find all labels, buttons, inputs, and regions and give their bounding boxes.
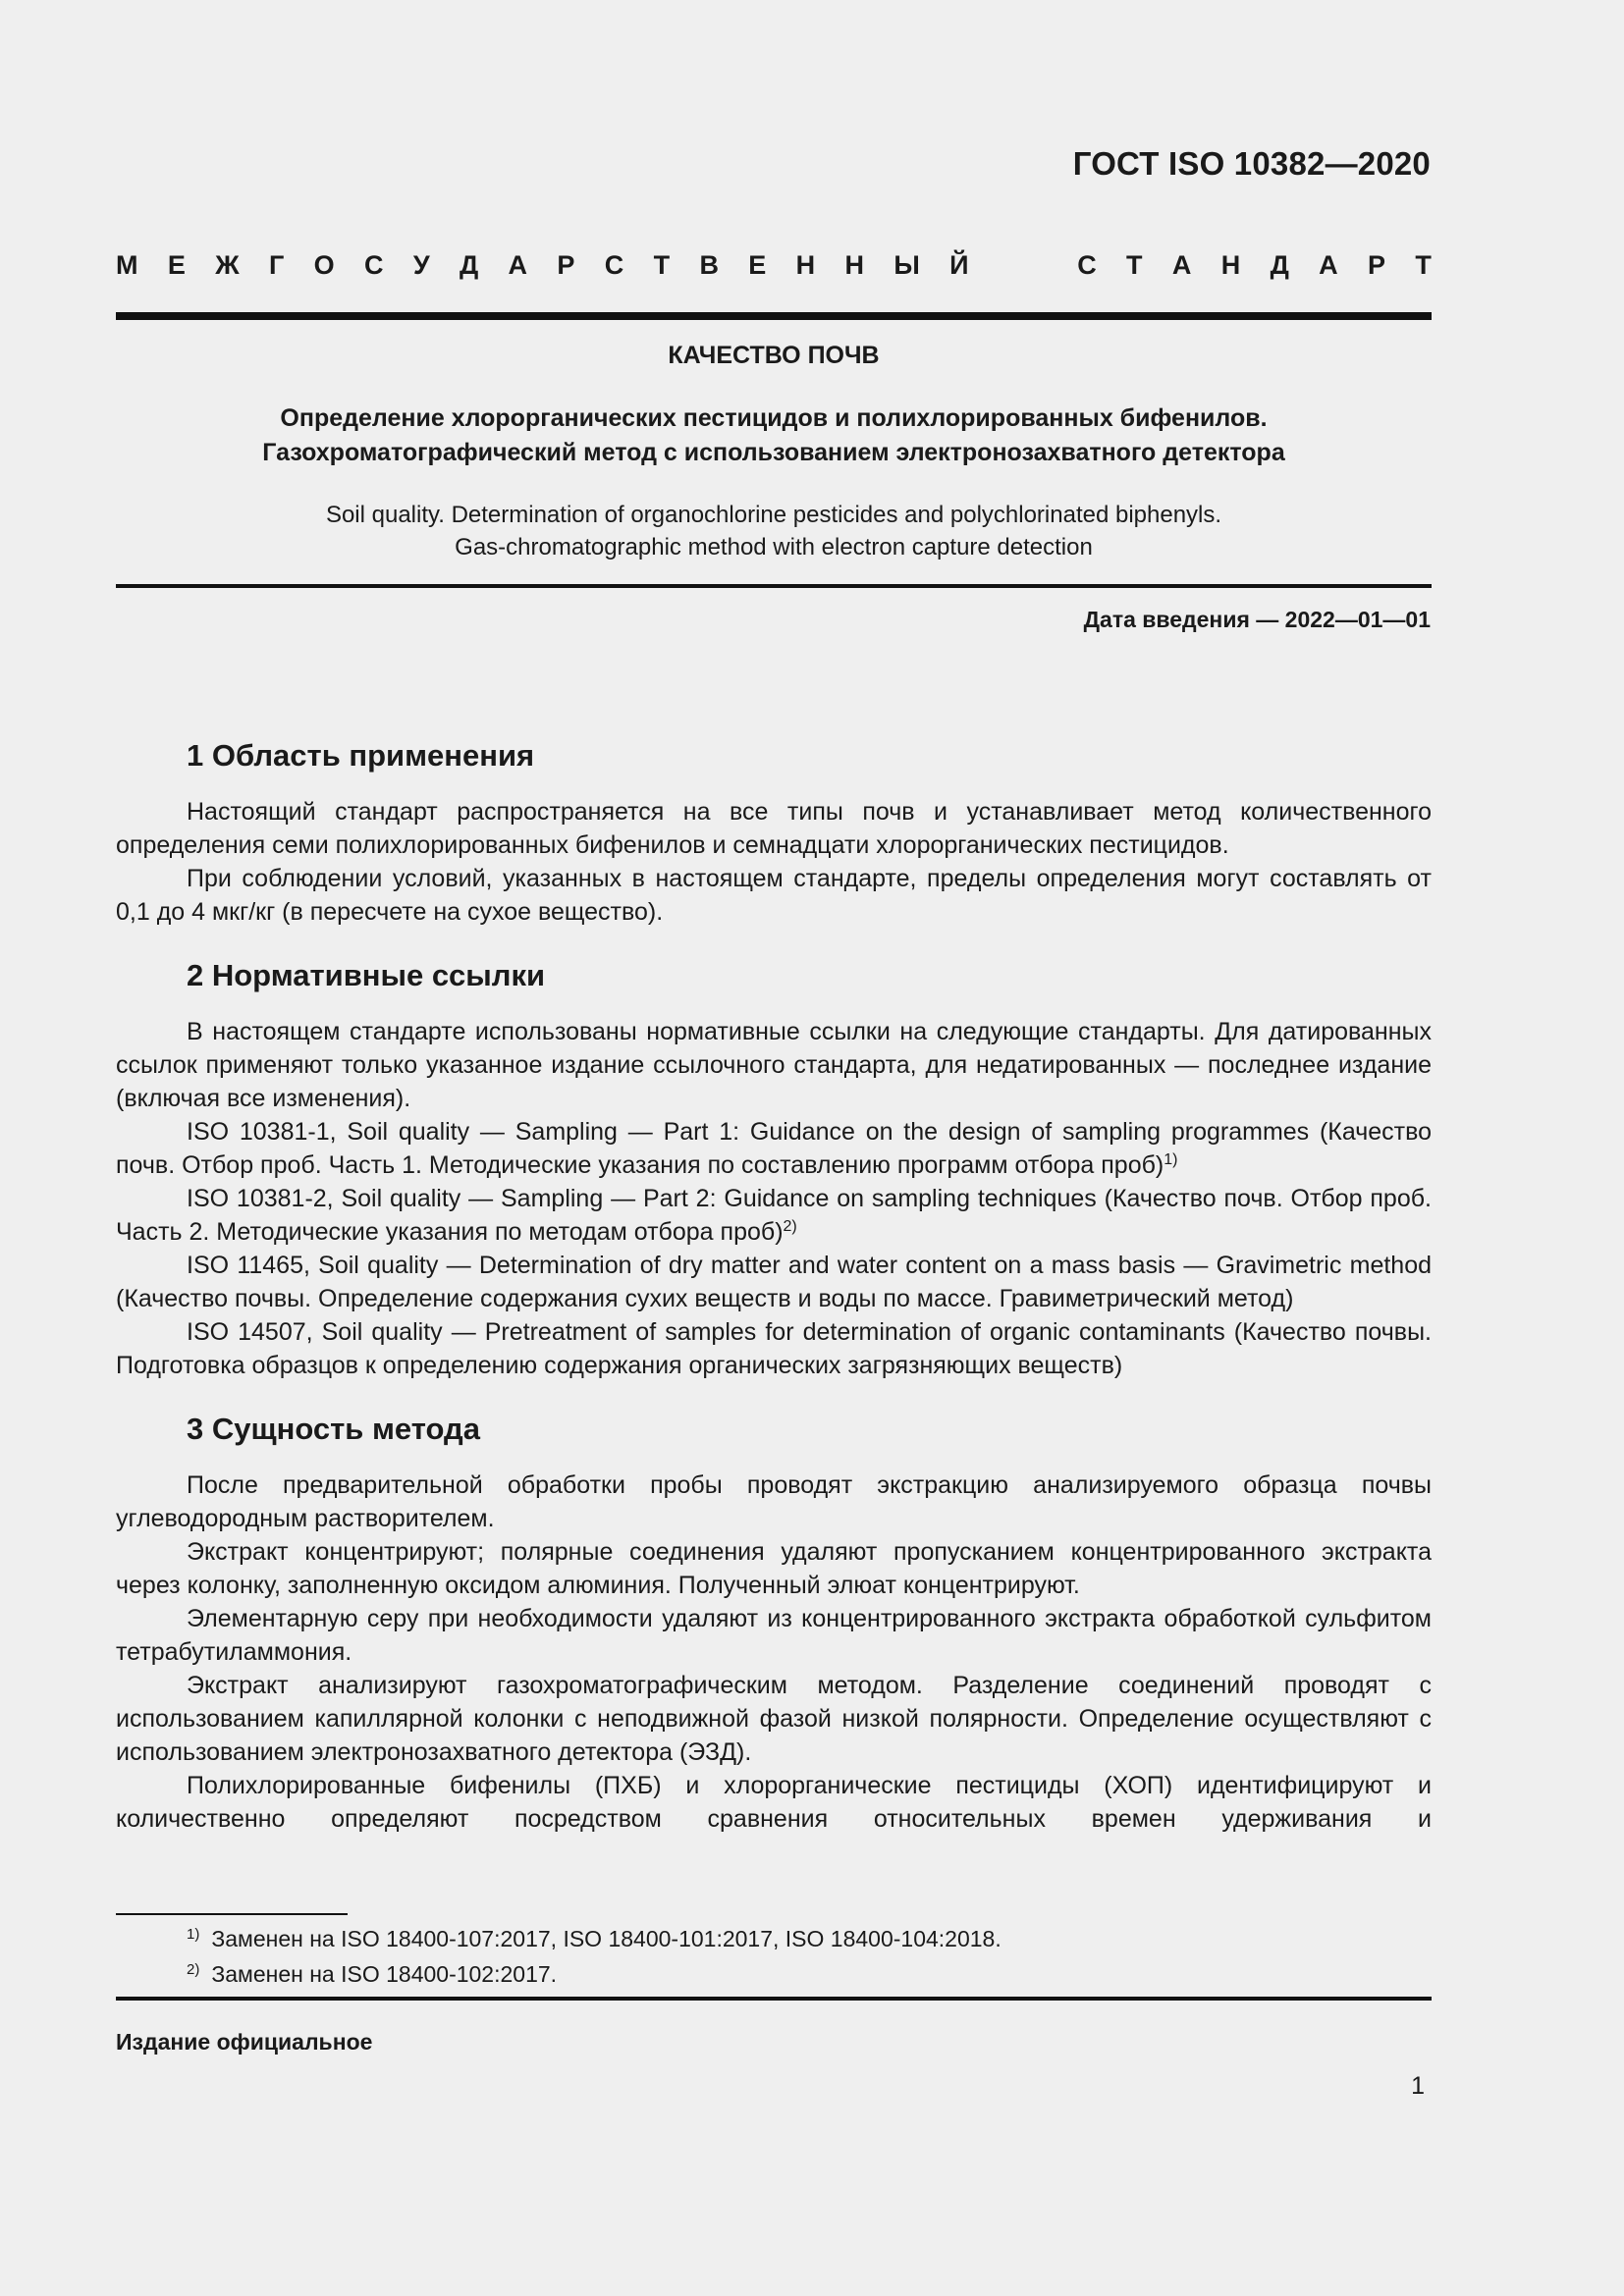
banner-letter: Н [795,250,816,280]
footnote-divider [116,1913,348,1915]
banner-word-gap [999,250,1048,281]
banner-letter: О [313,250,335,280]
section-1-heading: 1 Область применения [187,738,535,773]
header-divider [116,312,1432,320]
footnote-marker: 2) [187,1961,200,1978]
banner-letter: С [363,250,384,280]
banner-letter: У [412,250,430,280]
footnote [187,1921,1001,1956]
banner-letter: Ж [215,250,240,280]
english-subtitle [116,499,1432,563]
reference-text: ISO 10381-2, Soil quality — Sampling — Part 2: Guidance on sampling techniques (Качество почв. Отбор проб. Часть 2. Методические указания по методам отбора проб) [116,1185,1432,1246]
footnote-marker: 1) [187,1926,200,1943]
normative-reference: ISO 14507, Soil quality — Pretreatment of samples for determination of organic contaminants (Качество почвы. Подготовка образцов к определению содержания органических загрязняющих веществ) [116,1318,1432,1379]
banner-letter: А [508,250,528,280]
banner-letter: Р [1368,250,1386,280]
banner-letter: А [1171,250,1192,280]
banner-letter: С [1077,250,1097,280]
footnote-text: Заменен на ISO 18400-107:2017, ISO 18400-101:2017, ISO 18400-104:2018. [211,1926,1001,1951]
banner-letter: Д [1270,250,1289,280]
banner-letter: Т [1126,250,1143,280]
banner-letter: В [699,250,719,280]
title-divider [116,584,1432,588]
banner-letter: Т [1415,250,1432,280]
page-number: 1 [1411,2072,1425,2100]
interstate-standard-banner [116,250,1432,281]
edition-label: Издание официальное [116,2029,373,2055]
banner-letter: Н [1220,250,1241,280]
section-1-paragraph: Настоящий стандарт распространяется на все типы почв и устанавливает метод количественного определения семи полихлорированных бифенилов и семнадцати хлорорганических пестицидов. [116,798,1432,859]
section-3-paragraph: Экстракт анализируют газохроматографическим методом. Разделение соединений проводят с использованием капиллярной колонки с неподвижной фазой низкой полярности. Определение осуществляют с использованием электронозахватного детектора (ЭЗД). [116,1672,1432,1766]
section-3-paragraph: Экстракт концентрируют; полярные соединения удаляют пропусканием концентрированного экстракта через колонку, заполненную оксидом алюминия. Полученный элюат концентрируют. [116,1538,1432,1599]
banner-letter: Т [653,250,671,280]
banner-letter: Е [167,250,186,280]
footnote-marker: 1) [1164,1151,1178,1168]
banner-letter: С [604,250,624,280]
footnote [187,1956,1001,1992]
normative-reference [116,1182,1432,1249]
banner-letter: Д [459,250,479,280]
introduction-date: Дата введения — 2022—01—01 [1083,607,1431,632]
section-3-heading: 3 Сущность метода [187,1412,480,1446]
section-2-heading: 2 Нормативные ссылки [187,958,546,992]
reference-text: ISO 10381-1, Soil quality — Sampling — Part 1: Guidance on the design of sampling programmes (Качество почв. Отбор проб. Часть 1. Методические указания по составлению программ отбора проб) [116,1118,1432,1179]
section-3-paragraph: Элементарную серу при необходимости удаляют из концентрированного экстракта обработкой сульфитом тетрабутиламмония. [116,1605,1432,1666]
banner-letter: М [116,250,138,280]
footnote-marker: 2) [783,1218,797,1235]
russian-subtitle [116,401,1432,470]
section-1-paragraph: При соблюдении условий, указанных в настоящем стандарте, пределы определения могут составлять от 0,1 до 4 мкг/кг (в пересчете на сухое вещество). [116,865,1432,926]
normative-reference [116,1115,1432,1182]
banner-letter: Н [844,250,864,280]
footnotes [187,1921,1001,1992]
section-3-paragraph: Полихлорированные бифенилы (ПХБ) и хлорорганические пестициды (ХОП) идентифицируют и количественно определяют посредством сравнения относительных времен удерживания и [116,1772,1432,1833]
section-2-paragraph: В настоящем стандарте использованы нормативные ссылки на следующие стандарты. Для датированных ссылок применяют только указанное издание ссылочного стандарта, для недатированных — последнее издание (включая все изменения). [116,1018,1432,1112]
footnote-text: Заменен на ISO 18400-102:2017. [211,1961,558,1987]
section-3-paragraph: После предварительной обработки пробы проводят экстракцию анализируемого образца почвы углеводородным растворителем. [116,1471,1432,1532]
russian-subtitle-line: Определение хлорорганических пестицидов и полихлорированных бифенилов. [280,404,1268,432]
standard-code: ГОСТ ISO 10382—2020 [1072,145,1431,182]
banner-letter: Г [268,250,285,280]
banner-letter: А [1319,250,1338,280]
footer-divider [116,1997,1432,2001]
banner-letter: Й [949,250,969,280]
banner-letter: Ы [893,250,920,280]
english-subtitle-line: Soil quality. Determination of organochlorine pesticides and polychlorinated biphenyls. [325,502,1222,528]
document-body [116,734,1432,1836]
document-title: КАЧЕСТВО ПОЧВ [668,342,880,369]
russian-subtitle-line: Газохроматографический метод с использованием электронозахватного детектора [262,439,1285,466]
normative-reference: ISO 11465, Soil quality — Determination of dry matter and water content on a mass basis — Gravimetric method (Качество почвы. Определение содержания сухих веществ и воды по массе. Гравиметрический метод) [116,1252,1432,1312]
english-subtitle-line: Gas-chromatographic method with electron capture detection [455,534,1093,561]
banner-letter: Е [748,250,767,280]
banner-letter: Р [557,250,575,280]
